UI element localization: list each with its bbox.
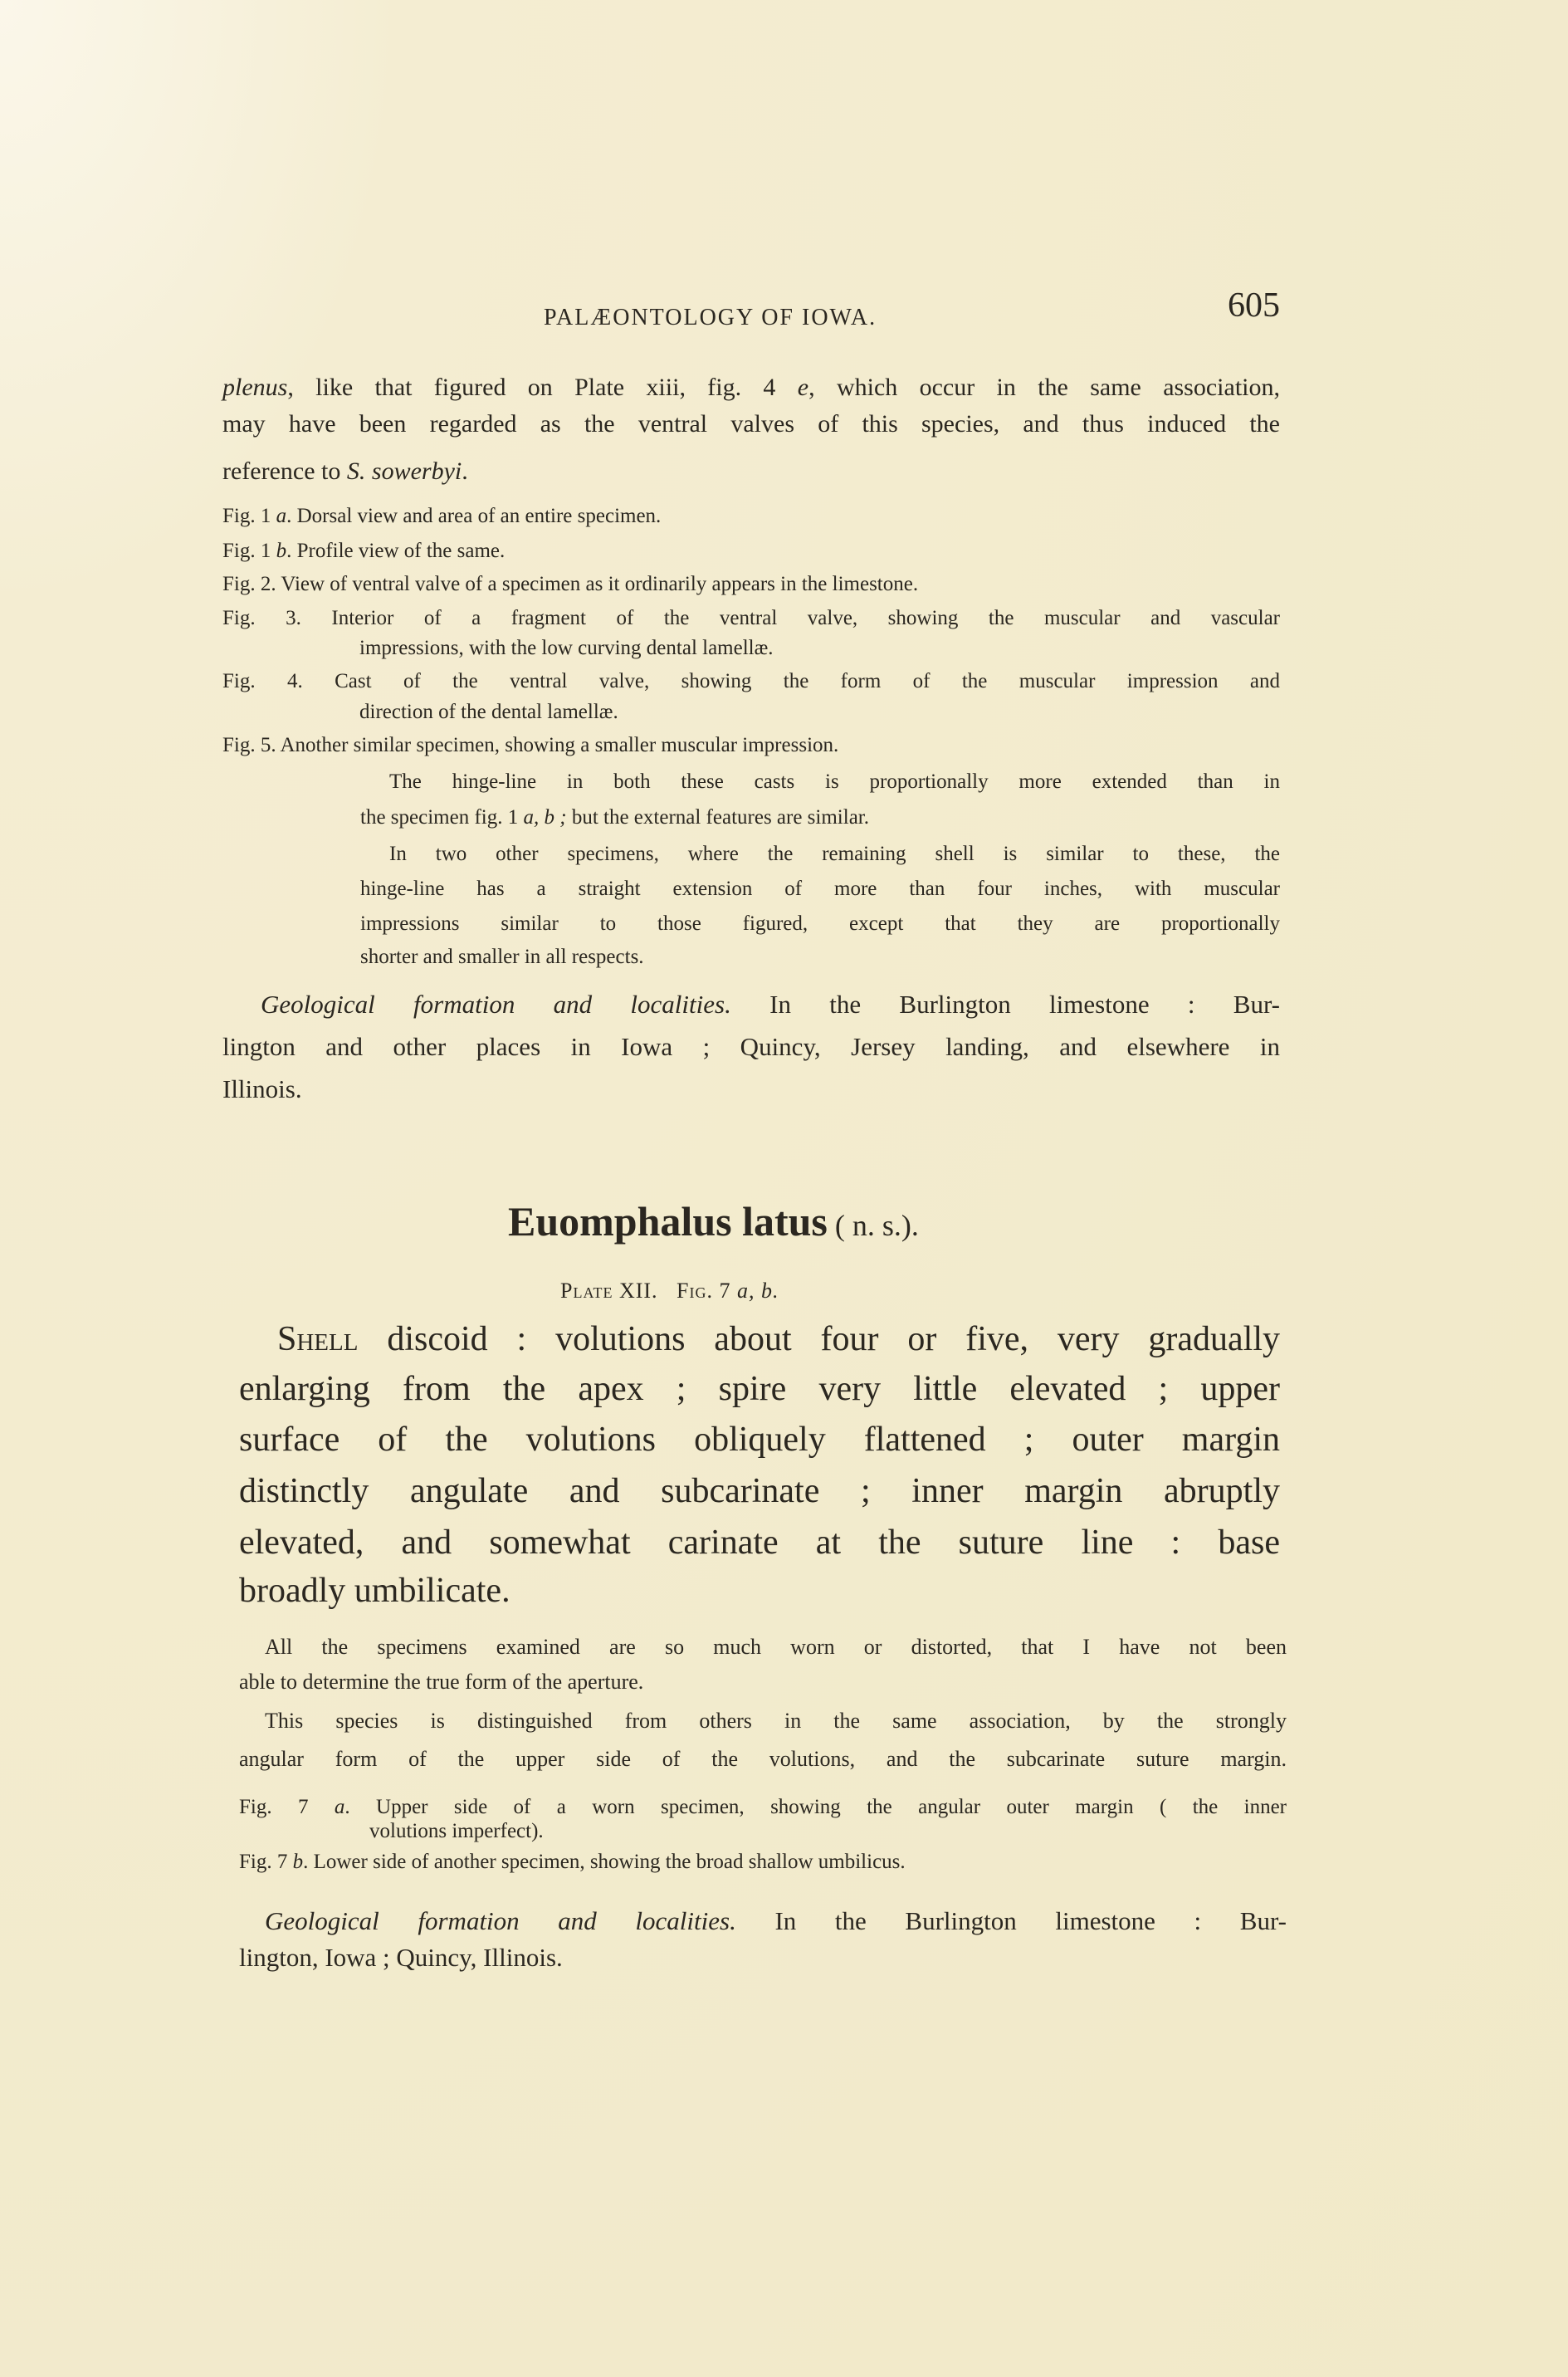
geology-label: Geological formation and localities. <box>265 1906 736 1935</box>
caption-text: Another similar specimen, showing a smaller muscular impression. <box>276 734 839 756</box>
caption-text: . Dorsal view and area of an entire specimen. <box>286 505 662 527</box>
fig-number: Fig. 7 <box>239 1796 335 1818</box>
fig-number: Fig. 1 <box>222 540 276 562</box>
intro-line <box>222 453 468 490</box>
note-line: In two other specimens, where the remaining shell is similar to these, the <box>389 843 1280 865</box>
caption-continuation: volutions imperfect). <box>369 1820 544 1842</box>
description-line: enlarging from the apex ; spire very little elevated ; upper <box>239 1370 1280 1408</box>
geology-line <box>261 986 1280 1023</box>
geology-label: Geological formation and localities. <box>261 990 731 1019</box>
text: discoid : volutions about four or five, very gradually <box>358 1320 1280 1358</box>
figure-caption <box>222 731 838 760</box>
text: , which occur in the same association, <box>808 374 1280 401</box>
description-line: elevated, and somewhat carinate at the suture line : base <box>239 1524 1280 1562</box>
figure-caption <box>222 668 1280 696</box>
species-title <box>508 1196 919 1250</box>
fig-number: Fig. 3. <box>222 607 301 629</box>
caption-text: Interior of a fragment of the ventral valve, showing the muscular and vascular <box>300 607 1280 629</box>
description-line: broadly umbilicate. <box>239 1572 510 1610</box>
plate-reference <box>560 1276 779 1306</box>
lead-word: Shell <box>277 1320 359 1358</box>
plate-label: Plate XII. <box>560 1279 658 1303</box>
text: reference to <box>222 457 347 485</box>
geology-line <box>265 1903 1287 1939</box>
note-line: impressions similar to those figured, except that they are proportionally <box>360 912 1280 935</box>
species-name: plenus <box>222 374 288 401</box>
remark-line: All the specimens examined are so much worn or distorted, that I have not been <box>265 1635 1287 1659</box>
geology-line: Illinois. <box>222 1074 302 1103</box>
note-line: The hinge-line in both these casts is proportionally more extended than in <box>389 770 1280 793</box>
species-name: Euomphalus latus <box>508 1198 828 1245</box>
fig-number: Fig. 7 <box>239 1851 293 1873</box>
geology-line: lington, Iowa ; Quincy, Illinois. <box>239 1943 563 1972</box>
description-line: surface of the volutions obliquely flattened ; outer margin <box>239 1421 1280 1459</box>
caption-text: . Lower side of another specimen, showing the broad shallow umbilicus. <box>303 1851 906 1873</box>
note-line: hinge-line has a straight extension of more than four inches, with muscular <box>360 878 1280 900</box>
figure-caption <box>222 570 918 599</box>
fig-letter: b <box>292 1851 304 1873</box>
fig-number: Fig. 2. <box>222 573 276 595</box>
text: , like that figured on Plate xiii, fig. 4 <box>287 374 798 401</box>
fig-number: Fig. 5. <box>222 734 276 756</box>
page-number: 605 <box>1228 286 1280 325</box>
species-name: S. sowerbyi <box>346 457 462 485</box>
figure-caption <box>222 537 505 565</box>
remark-line: able to determine the true form of the aperture. <box>239 1670 644 1694</box>
note-line: shorter and smaller in all respects. <box>360 946 644 968</box>
figure-caption <box>222 604 1280 633</box>
text: . <box>462 457 468 485</box>
text: In the Burlington limestone : Bur- <box>730 990 1280 1019</box>
fig-letter: a <box>334 1796 345 1818</box>
text: the specimen fig. 1 <box>360 806 524 829</box>
caption-text: . Profile view of the same. <box>286 540 506 562</box>
figure-caption <box>239 1848 906 1876</box>
remark-line: angular form of the upper side of the volutions, and the subcarinate suture margin. <box>239 1747 1287 1771</box>
geology-line: lington and other places in Iowa ; Quincy, Jersey landing, and elsewhere in <box>222 1032 1280 1061</box>
description-line <box>277 1316 1280 1362</box>
remark-line: This species is distinguished from others in the same association, by the strongly <box>265 1709 1287 1733</box>
intro-line: may have been regarded as the ventral valves of this species, and thus induced the <box>222 410 1280 438</box>
intro-line <box>222 369 1280 406</box>
fig-number: Fig. 4. <box>222 670 303 692</box>
text: e <box>797 374 809 401</box>
running-title: PALÆONTOLOGY OF IOWA. <box>544 305 877 330</box>
note-line <box>360 804 869 832</box>
text: a, b ; <box>523 806 567 829</box>
text: In the Burlington limestone : Bur- <box>735 1906 1287 1935</box>
fig-number: Fig. 1 <box>222 505 276 527</box>
description-line: distinctly angulate and subcarinate ; inner margin abruptly <box>239 1472 1280 1510</box>
fig-letter: a <box>276 505 287 527</box>
caption-continuation: impressions, with the low curving dental lamellæ. <box>359 637 774 659</box>
fig-label: Fig. 7 <box>677 1279 737 1303</box>
figure-caption <box>222 502 661 531</box>
fig-letters: a, b. <box>737 1279 779 1303</box>
caption-continuation: direction of the dental lamellæ. <box>359 701 618 723</box>
fig-letter: b <box>276 540 287 562</box>
caption-text: View of ventral valve of a specimen as it ordinarily appears in the limestone. <box>276 573 919 595</box>
caption-text: Cast of the ventral valve, showing the form of the muscular impression and <box>302 670 1280 692</box>
text: but the external features are similar. <box>566 806 869 829</box>
caption-text: . Upper side of a worn specimen, showing the angular outer margin ( the inner <box>344 1796 1287 1818</box>
species-status: ( n. s.). <box>827 1209 919 1242</box>
